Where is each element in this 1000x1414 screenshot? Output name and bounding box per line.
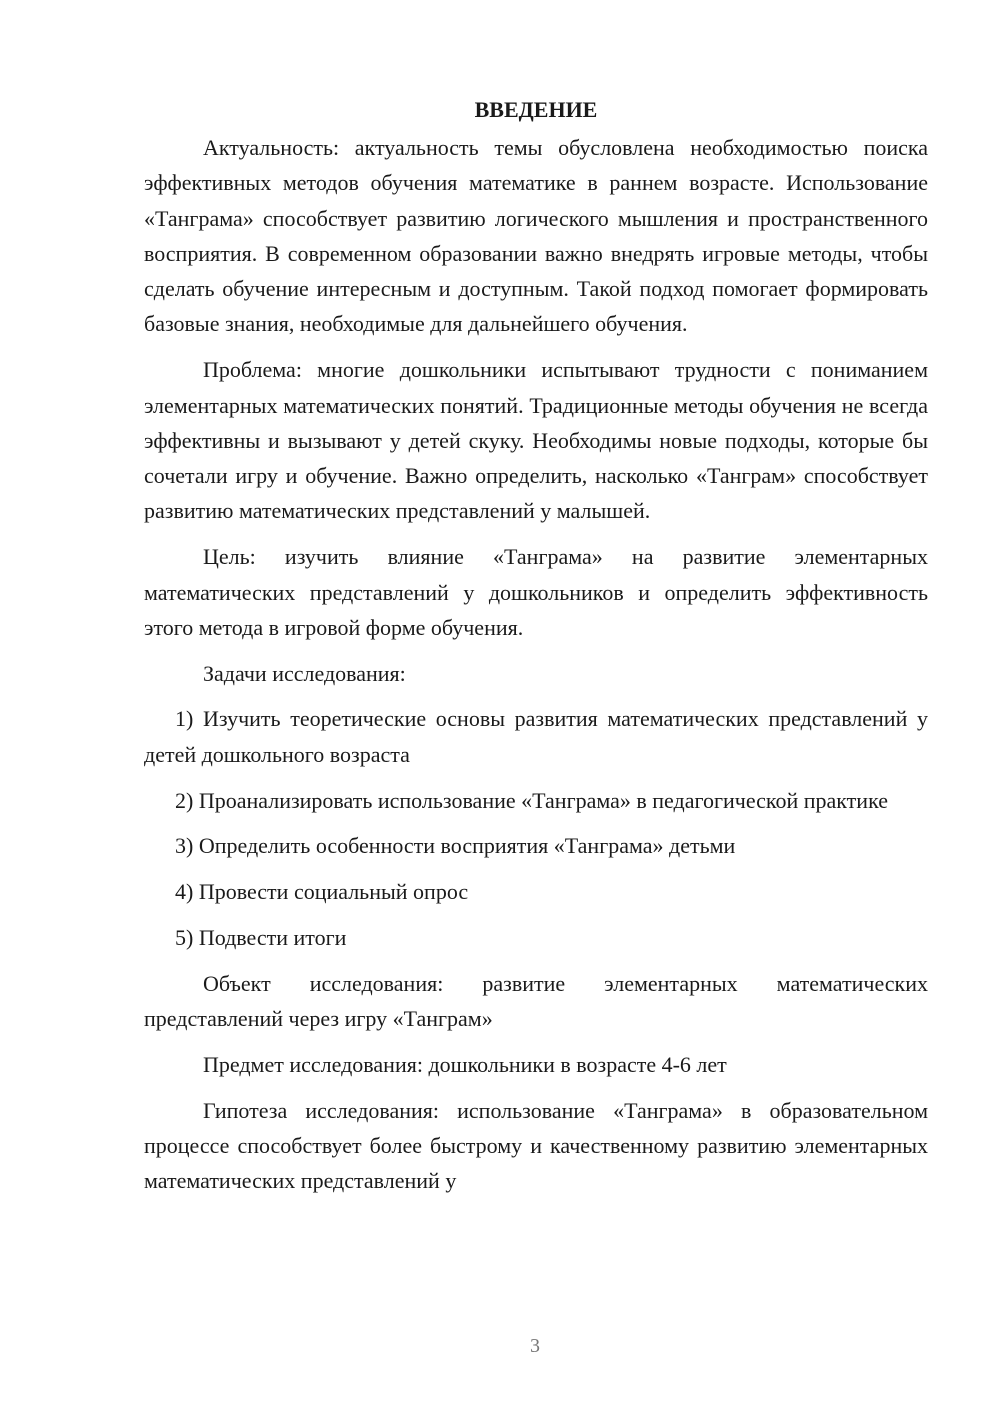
object-paragraph: Объект исследования: развитие элементарных математических представлений через игру «Танграм» — [144, 970, 928, 1032]
tasks-heading: Задачи исследования: — [203, 660, 406, 686]
problem-paragraph: Проблема: многие дошкольники испытывают трудности с пониманием элементарных математических понятий. Традиционные методы обучения не всегда эффективны и вызывают у детей скуку. Необходимы новые подходы, которые бы сочетали игру и обучение. Важно определить, насколько «Танграм» способствует развитию математических представлений у малышей. — [144, 357, 928, 524]
relevance-paragraph: Актуальность: актуальность темы обусловлена необходимостью поиска эффективных методов обучения математике в раннем возрасте. Использование «Танграма» способствует развитию логического мышления и пространственного восприятия. В современном образовании важно внедрять игровые методы, чтобы сделать обучение интересным и доступным. Такой подход помогает формировать базовые знания, необходимые для дальнейшего обучения. — [144, 135, 928, 337]
document-page — [144, 94, 928, 1209]
task-item-4: 4) Провести социальный опрос — [175, 879, 469, 905]
task-item-2: 2) Проанализировать использование «Танграма» в педагогической практике — [175, 787, 888, 813]
task-item-5: 5) Подвести итоги — [175, 924, 347, 950]
goal-paragraph: Цель: изучить влияние «Танграма» на развитие элементарных математических представлений у дошкольников и определить эффективность этого метода в игровой форме обучения. — [144, 544, 928, 640]
task-item-3: 3) Определить особенности восприятия «Танграма» детьми — [175, 833, 736, 859]
task-item-1: 1) Изучить теоретические основы развития математических представлений у детей дошкольного возраста — [144, 706, 928, 767]
section-title: ВВЕДЕНИЕ — [474, 97, 598, 122]
subject-paragraph: Предмет исследования: дошкольники в возрасте 4-6 лет — [203, 1051, 727, 1077]
hypothesis-paragraph: Гипотеза исследования: использование «Танграма» в образовательном процессе способствует более быстрому и качественному развитию элементарных математических представлений у — [144, 1097, 928, 1194]
page-number: 3 — [530, 1335, 540, 1357]
